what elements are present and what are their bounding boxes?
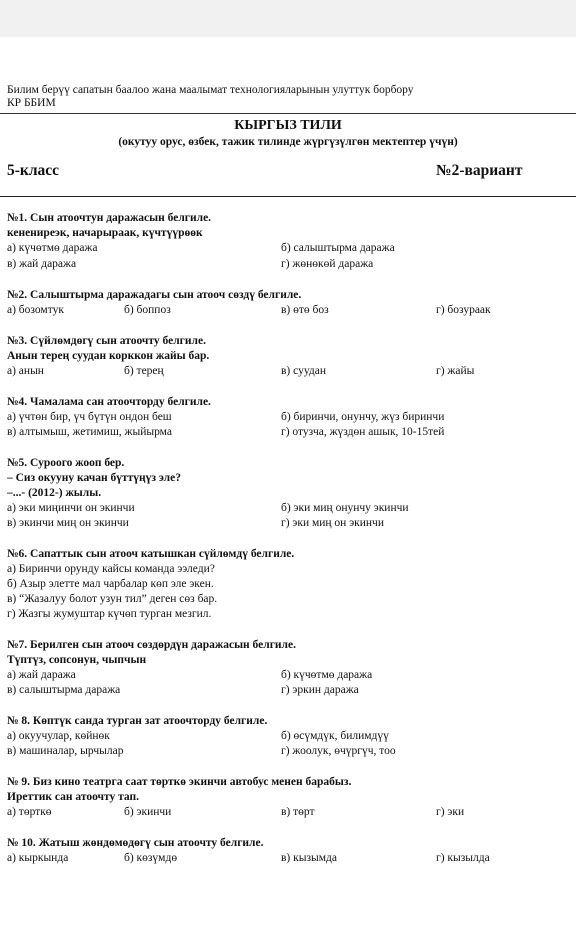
question-3-option-c: в) суудан <box>281 365 326 377</box>
question-5-prompt: – Сиз окууну качан бүттүңүз эле? <box>7 472 181 484</box>
question-9-heading: № 9. Биз кино театрга саат төрткө экинчи автобус менен барабыз. <box>7 776 352 788</box>
question-2-heading: №2. Салыштырма даражадагы сын атооч сөздү белгиле. <box>7 289 302 301</box>
question-4-heading: №4. Чамалама сан атоочторду белгиле. <box>7 396 211 408</box>
question-3-option-a: а) анын <box>7 365 44 377</box>
question-9-option-c: в) төрт <box>281 806 315 818</box>
divider <box>0 113 576 114</box>
organization-name: Билим берүү сапатын баалоо жана маалымат технологияларынын улуттук борбору <box>7 84 414 96</box>
question-9-prompt: Иреттик сан атоочту тап. <box>7 791 140 803</box>
question-7-option-a: а) жай даража <box>7 669 76 681</box>
question-9-option-d: г) эки <box>436 806 465 818</box>
question-1-option-c: в) жай даража <box>7 258 77 270</box>
question-9-option-a: а) төрткө <box>7 806 52 818</box>
question-3-heading: №3. Сүйлөмдөгү сын атоочту белгиле. <box>7 335 206 347</box>
organization-header <box>7 84 414 110</box>
question-2-option-d: г) бозураак <box>436 304 491 316</box>
question-5-option-b: б) эки миң онунчу экинчи <box>281 502 409 514</box>
question-7-heading: №7. Берилген сын атооч сөздөрдүн даражасын белгиле. <box>7 639 296 651</box>
question-2-option-b: б) боппоз <box>124 304 171 316</box>
question-5-option-d: г) эки миң он экинчи <box>281 517 384 529</box>
question-8-option-a: а) окуучулар, көйнөк <box>7 730 110 742</box>
question-4-option-b: б) биринчи, онунчу, жүз биринчи <box>281 411 445 423</box>
question-5-prompt-answer: –...- (2012-) жылы. <box>7 487 102 499</box>
subject-subtitle: (окутуу орус, өзбек, тажик тилинде жүргүзүлгөн мектептер үчүн) <box>118 136 458 148</box>
question-8-option-b: б) өсүмдүк, билимдүү <box>281 730 389 742</box>
question-1-option-d: г) жөнөкөй даража <box>281 258 374 270</box>
question-3-option-b: б) терең <box>124 365 164 377</box>
subject-title: КЫРГЫЗ ТИЛИ <box>234 118 342 133</box>
question-6-option-c: в) “Жазалуу болот узун тил” деген сөз бар. <box>7 593 218 605</box>
question-6-heading: №6. Сапаттык сын атооч катышкан сүйлөмдү белгиле. <box>7 548 295 560</box>
question-5-option-c: в) экинчи миң он экинчи <box>7 517 129 529</box>
top-bar <box>0 0 576 37</box>
question-8-option-d: г) жоолук, өчүргүч, тоо <box>281 745 396 757</box>
question-7-prompt: Түптүз, сопсонун, чыпчын <box>7 654 147 666</box>
question-1-option-a: а) күчөтмө даража <box>7 242 98 254</box>
question-4-option-a: а) үчтөн бир, үч бүтүн ондон беш <box>7 411 172 423</box>
divider <box>0 196 576 197</box>
question-10-option-d: г) кызылда <box>436 852 490 864</box>
question-10-option-a: а) кыркында <box>7 852 69 864</box>
question-6-option-d: г) Жазгы жумуштар күчөп турган мезгил. <box>7 608 212 620</box>
question-6-option-b: б) Азыр элетте мал чарбалар көп эле экен. <box>7 578 214 590</box>
ministry-abbrev: КР ББИМ <box>7 97 56 109</box>
question-10-option-b: б) көзүмдө <box>124 852 178 864</box>
question-9-option-b: б) экинчи <box>124 806 172 818</box>
question-6-option-a: а) Биринчи орунду кайсы команда ээледи? <box>7 563 215 575</box>
question-2-option-a: а) бозомтук <box>7 304 64 316</box>
question-7-option-b: б) күчөтмө даража <box>281 669 373 681</box>
question-1-heading: №1. Сын атоочтун даражасын белгиле. <box>7 212 212 224</box>
question-7-option-c: в) салыштырма даража <box>7 684 121 696</box>
question-5-heading: №5. Суроого жооп бер. <box>7 457 125 469</box>
question-8-heading: № 8. Көптүк санда турган зат атоочторду белгиле. <box>7 715 268 727</box>
question-5-option-a: а) эки миңинчи он экинчи <box>7 502 135 514</box>
question-4-option-c: в) алтымыш, жетимиш, жыйырма <box>7 426 172 438</box>
question-10-heading: № 10. Жатыш жөндөмөдөгү сын атоочту белгиле. <box>7 837 264 849</box>
question-7-option-d: г) эркин даража <box>281 684 359 696</box>
question-2-option-c: в) өтө боз <box>281 304 329 316</box>
question-1-prompt: кенениреэк, начарыраак, күчтүүрөөк <box>7 227 203 239</box>
variant-label: №2-вариант <box>436 162 523 179</box>
question-10-option-c: в) кызымда <box>281 852 337 864</box>
question-4-option-d: г) отузча, жүздөн ашык, 10-15тей <box>281 426 445 438</box>
grade-label: 5-класс <box>7 162 60 179</box>
question-3-option-d: г) жайы <box>436 365 475 377</box>
question-8-option-c: в) машиналар, ырчылар <box>7 745 124 757</box>
question-1-option-b: б) салыштырма даража <box>281 242 395 254</box>
question-3-prompt: Анын терең суудан корккон жайы бар. <box>7 350 210 362</box>
